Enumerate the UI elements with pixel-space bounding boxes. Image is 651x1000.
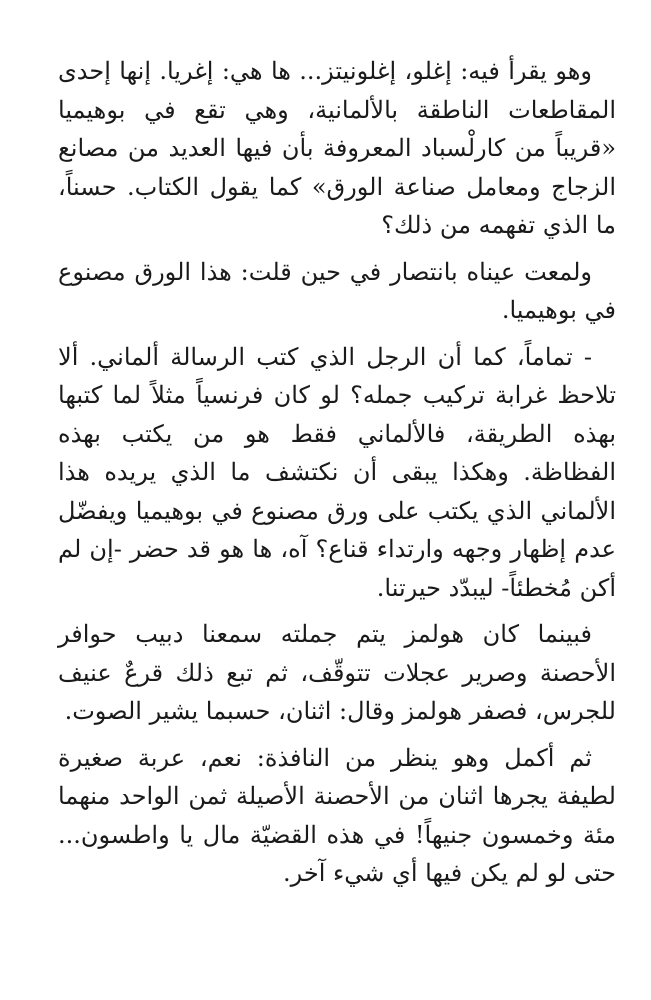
paragraph-2: ولمعت عيناه بانتصار في حين قلت: هذا الورق مصنوع في بوهيميا. [58, 257, 616, 324]
paragraph-5: ثم أكمل وهو ينظر من النافذة: نعم، عربة صغيرة لطيفة يجرها اثنان من الأحصنة الأصيلة ثمن الواحد منهما مئة وخمسون جنيهاً! في هذه القضيّة مال يا واطسون... حتى لو لم يكن فيها أي شيء آخر. [58, 743, 616, 887]
paragraph-1: وهو يقرأ فيه: إغلو، إغلونيتز... ها هي: إغريا. إنها إحدى المقاطعات الناطقة بالألمانية، وهي تقع في بوهيميا «قريباً من كارلْسباد المعروفة بأن فيها العديد من مصانع الزجاج ومعامل صناعة الورق» كما يقول الكتاب. حسناً، ما الذي تفهمه من ذلك؟ [58, 57, 616, 239]
book-page [58, 52, 616, 901]
paragraph-4: فبينما كان هولمز يتم جملته سمعنا دبيب حوافر الأحصنة وصرير عجلات تتوقّف، ثم تبع ذلك قرعٌ عنيف للجرس، فصفر هولمز وقال: اثنان، حسبما يشير الصوت. [58, 620, 616, 725]
paragraph-3: - تماماً، كما أن الرجل الذي كتب الرسالة ألماني. ألا تلاحظ غرابة تركيب جمله؟ لو كان فرنسياً مثلاً لما كتبها بهذه الطريقة، فالألماني فقط هو من يكتب بهذه الفظاظة. وهكذا يبقى أن نكتشف ما الذي يريده هذا الألماني الذي يكتب على ورق مصنوع في بوهيميا ويفضّل عدم إظهار وجهه وارتداء قناع؟ آه، ها هو قد حضر -إن لم أكن مُخطئاً- ليبدّد حيرتنا. [58, 342, 616, 602]
